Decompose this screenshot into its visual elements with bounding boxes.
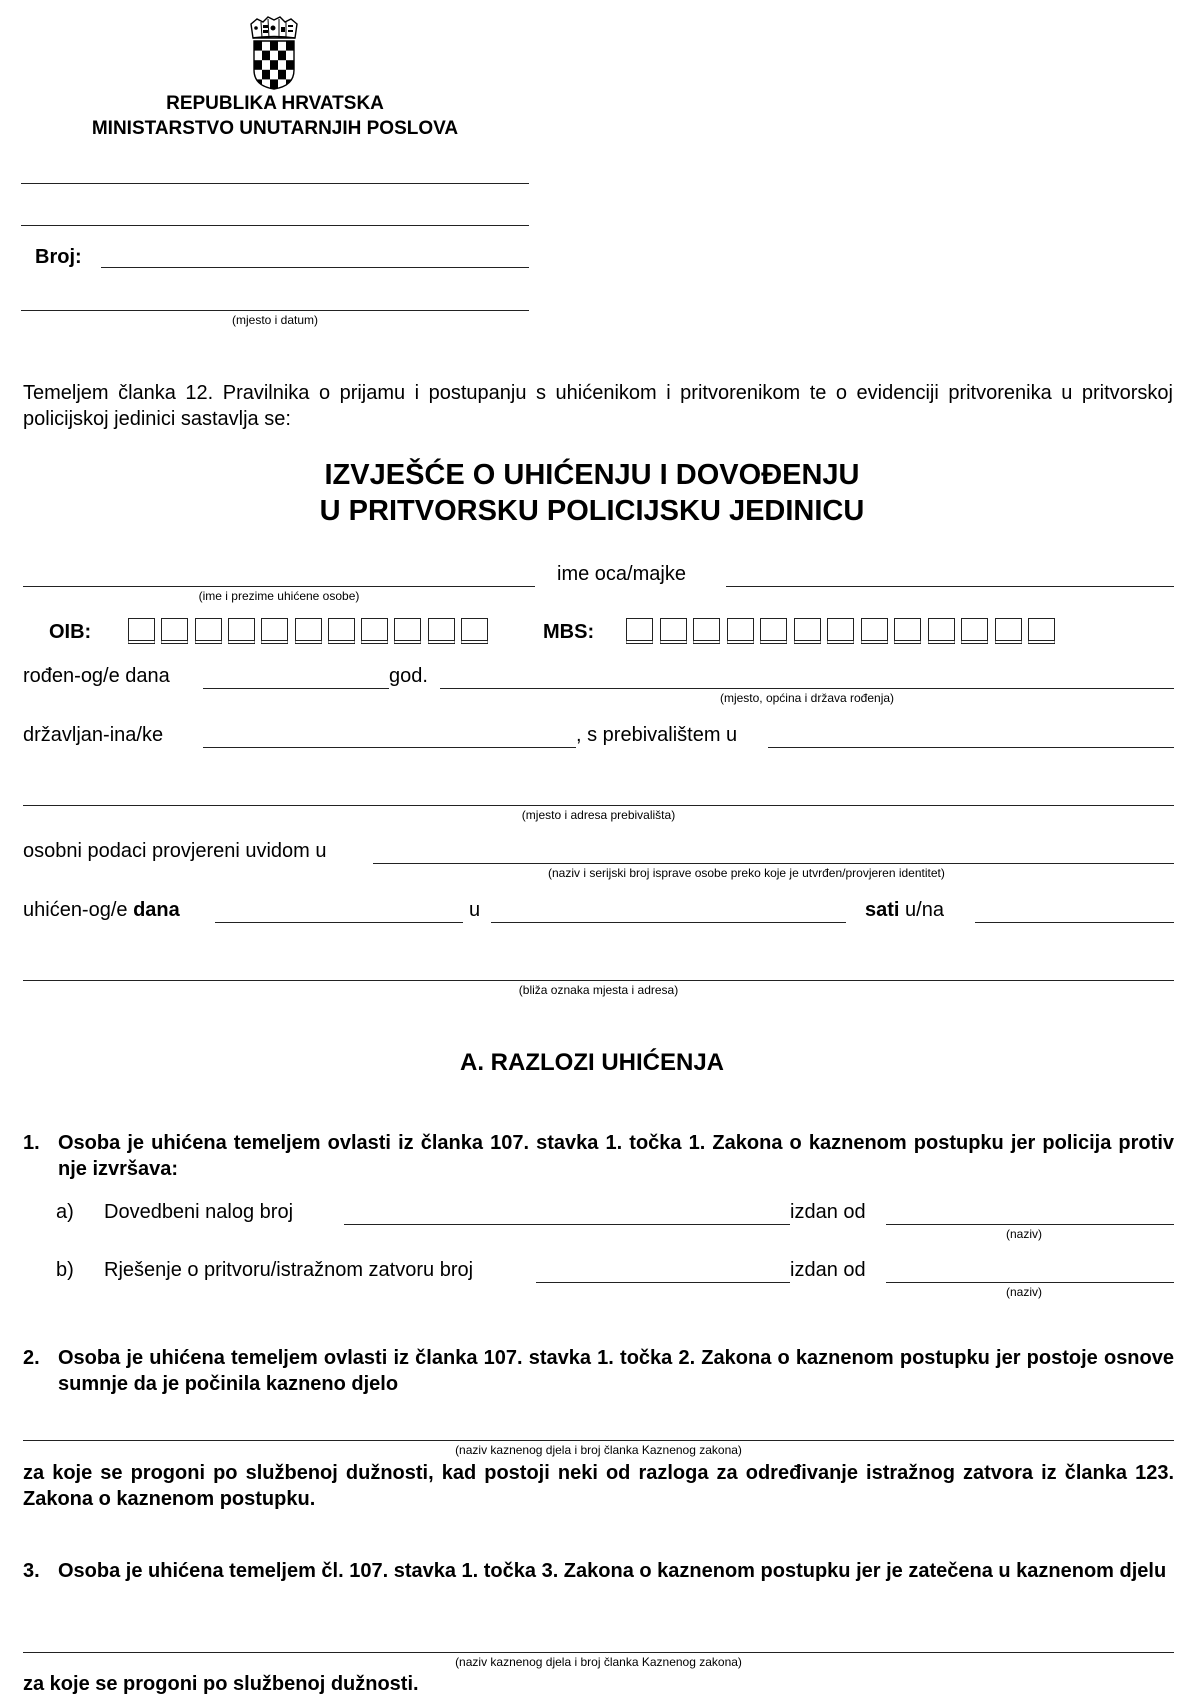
item-2-offense-field[interactable]: [23, 1440, 1174, 1441]
place-date-field[interactable]: [21, 310, 529, 311]
mbs-label: MBS:: [543, 621, 595, 643]
item-3-offense-field[interactable]: [23, 1652, 1174, 1653]
oib-digit-box[interactable]: [128, 618, 155, 644]
broj-label: Broj:: [35, 246, 82, 268]
item-3-offense-caption: (naziv kaznenog djela i broj članka Kaznenog zakona): [455, 1655, 742, 1669]
person-name-field[interactable]: [23, 586, 535, 587]
org-unit-line-1[interactable]: [21, 183, 529, 184]
mbs-digit-box[interactable]: [1028, 618, 1055, 644]
item-2-text: Osoba je uhićena temeljem ovlasti iz članka 107. stavka 1. točka 2. Zakona o kaznenom postupku jer postoje osnove sumnje da je počinila kazneno djelo: [58, 1347, 1174, 1395]
mbs-digit-box[interactable]: [894, 618, 921, 644]
identity-document-caption: (naziv i serijski broj isprave osobe preko koje je utvrđen/provjeren identitet): [548, 866, 945, 880]
croatian-coat-of-arms-icon: [248, 14, 300, 90]
verified-label: osobni podaci provjereni uvidom u: [23, 840, 327, 862]
arrest-place-label: u: [469, 899, 481, 921]
arrest-time-label: sati u/na: [865, 899, 944, 921]
item-2-number: 2.: [23, 1347, 40, 1369]
identity-document-field[interactable]: [373, 863, 1174, 864]
oib-digit-box[interactable]: [394, 618, 421, 644]
item-1b-letter: b): [56, 1259, 74, 1281]
mbs-digit-box[interactable]: [660, 618, 687, 644]
arrest-location-field[interactable]: [23, 980, 1174, 981]
mbs-digit-box[interactable]: [727, 618, 754, 644]
residence-address-field[interactable]: [23, 805, 1174, 806]
mbs-digit-box[interactable]: [626, 618, 653, 644]
oib-digit-box[interactable]: [261, 618, 288, 644]
mbs-digit-box[interactable]: [827, 618, 854, 644]
warrant-number-field[interactable]: [344, 1224, 790, 1225]
ministry-name: MINISTARSTVO UNUTARNJIH POSLOVA: [91, 118, 459, 139]
place-date-caption: (mjesto i datum): [231, 313, 319, 327]
oib-digit-box[interactable]: [328, 618, 355, 644]
oib-digit-box[interactable]: [161, 618, 188, 644]
born-label: rođen-og/e dana: [23, 665, 170, 687]
item-1b-label: Rješenje o pritvoru/istražnom zatvoru broj: [104, 1259, 474, 1281]
parent-name-field[interactable]: [726, 586, 1174, 587]
mbs-digit-box[interactable]: [961, 618, 988, 644]
birth-date-field[interactable]: [203, 688, 389, 689]
year-label: god.: [389, 665, 428, 687]
item-1a-issued-label: izdan od: [790, 1201, 866, 1223]
item-2-offense-caption: (naziv kaznenog djela i broj članka Kaznenog zakona): [455, 1443, 742, 1457]
mbs-digit-box[interactable]: [861, 618, 888, 644]
warrant-issuer-caption: (naziv): [1006, 1227, 1043, 1241]
item-1b-issued-label: izdan od: [790, 1259, 866, 1281]
oib-digit-box[interactable]: [461, 618, 488, 644]
broj-field[interactable]: [101, 267, 529, 268]
mbs-digit-box[interactable]: [928, 618, 955, 644]
residence-label: , s prebivalištem u: [576, 724, 738, 746]
mbs-digit-box[interactable]: [693, 618, 720, 644]
oib-digit-box[interactable]: [228, 618, 255, 644]
oib-digit-box[interactable]: [195, 618, 222, 644]
detention-decision-issuer-field[interactable]: [886, 1282, 1174, 1283]
item-1a-label: Dovedbeni nalog broj: [104, 1201, 294, 1223]
arrest-place-field[interactable]: [491, 922, 846, 923]
birthplace-field[interactable]: [440, 688, 1174, 689]
country-name: REPUBLIKA HRVATSKA: [166, 93, 384, 114]
item-1-number: 1.: [23, 1132, 40, 1154]
oib-digit-box[interactable]: [361, 618, 388, 644]
item-3-text: Osoba je uhićena temeljem čl. 107. stavka 1. točka 3. Zakona o kaznenom postupku jer je zatečena u kaznenom djelu: [58, 1560, 1167, 1582]
citizenship-field[interactable]: [203, 747, 576, 748]
person-name-caption: (ime i prezime uhićene osobe): [198, 589, 360, 603]
item-2-after-text: za koje se progoni po službenoj dužnosti, kad postoji neki od razloga za određivanje istražnog zatvora iz članka 123. Zakona o kaznenom postupku.: [23, 1462, 1174, 1510]
document-title-line-2: U PRITVORSKU POLICIJSKU JEDINICU: [319, 495, 865, 527]
detention-decision-number-field[interactable]: [536, 1282, 790, 1283]
parent-name-label: ime oca/majke: [557, 563, 686, 585]
mbs-digit-box[interactable]: [760, 618, 787, 644]
section-a-heading: A. RAZLOZI UHIĆENJA: [460, 1049, 724, 1076]
arrest-location-caption: (bliža oznaka mjesta i adresa): [518, 983, 679, 997]
item-1-text: Osoba je uhićena temeljem ovlasti iz članka 107. stavka 1. točka 1. Zakona o kaznenom postupku jer policija protiv nje izvršava:: [58, 1132, 1174, 1180]
mbs-digit-box[interactable]: [995, 618, 1022, 644]
intro-paragraph: Temeljem članka 12. Pravilnika o prijamu i postupanju s uhićenikom i pritvorenikom te o evidenciji pritvorenika u pritvorskoj policijskoj jedinici sastavlja se:: [23, 382, 1173, 430]
item-3-after-text: za koje se progoni po službenoj dužnosti.: [23, 1673, 419, 1695]
detention-decision-issuer-caption: (naziv): [1006, 1285, 1043, 1299]
citizenship-label: državljan-ina/ke: [23, 724, 164, 746]
residence-caption: (mjesto i adresa prebivališta): [521, 808, 676, 822]
arrest-date-field[interactable]: [215, 922, 463, 923]
birthplace-caption: (mjesto, općina i država rođenja): [719, 691, 895, 705]
item-1a-letter: a): [56, 1201, 74, 1223]
warrant-issuer-field[interactable]: [886, 1224, 1174, 1225]
arrest-time-field[interactable]: [975, 922, 1174, 923]
residence-field[interactable]: [768, 747, 1174, 748]
oib-digit-box[interactable]: [295, 618, 322, 644]
arrested-label: uhićen-og/e dana: [23, 899, 180, 921]
document-title-line-1: IZVJEŠĆE O UHIĆENJU I DOVOĐENJU: [324, 459, 860, 491]
org-unit-line-2[interactable]: [21, 225, 529, 226]
mbs-digit-box[interactable]: [794, 618, 821, 644]
oib-digit-box[interactable]: [428, 618, 455, 644]
item-3-number: 3.: [23, 1560, 40, 1582]
oib-label: OIB:: [49, 621, 92, 643]
